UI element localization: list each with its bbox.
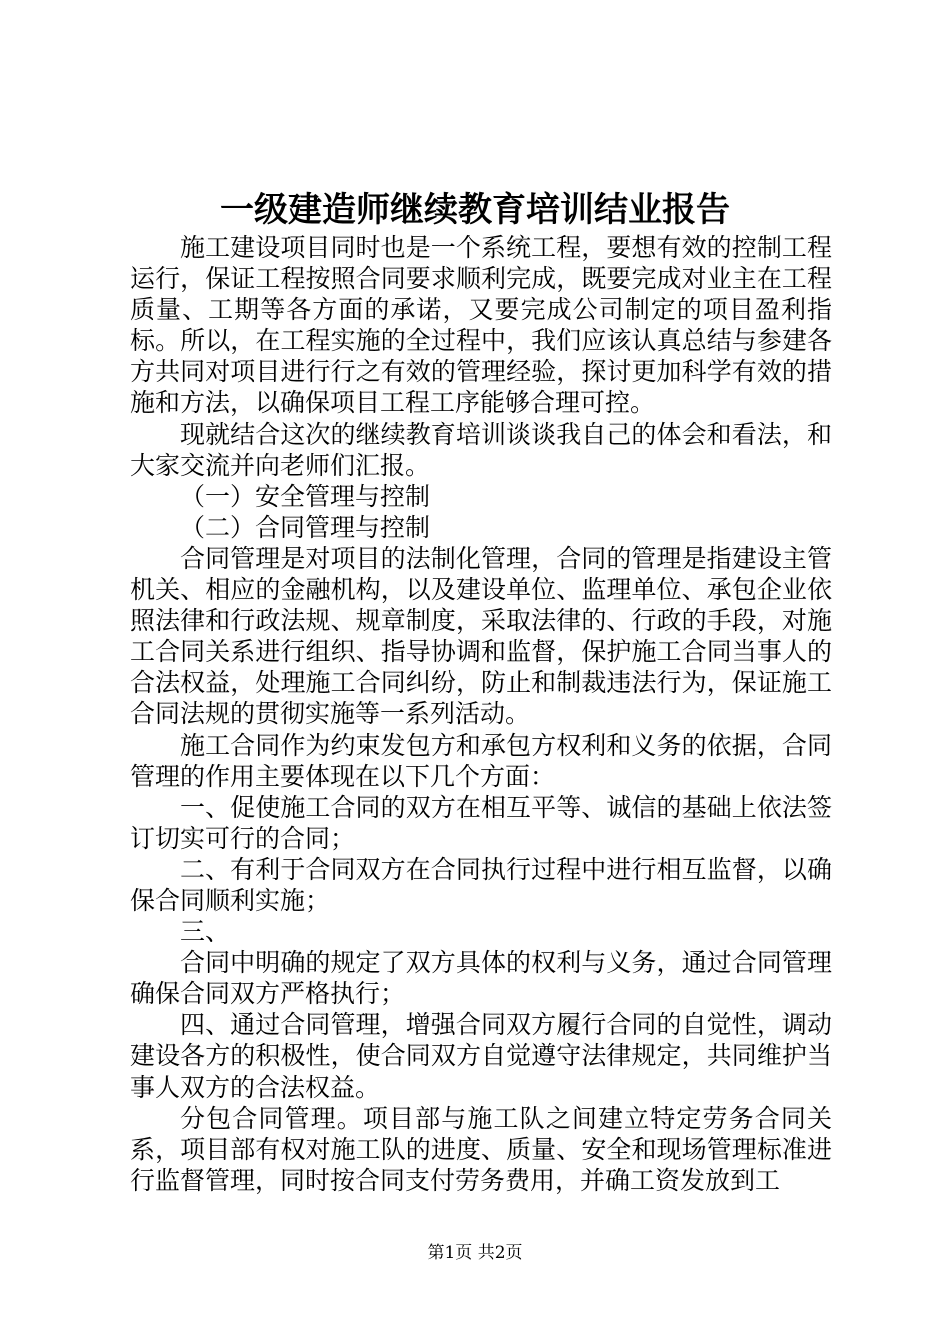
list-item: 四、通过合同管理，增强合同双方履行合同的自觉性，调动建设各方的积极性，使合同双方自觉遵守法律规定，共同维护当事人双方的合法权益。 bbox=[130, 1010, 832, 1102]
paragraph: 分包合同管理。项目部与施工队之间建立特定劳务合同关系，项目部有权对施工队的进度、质量、安全和现场管理标准进行监督管理，同时按合同支付劳务费用，并确工资发放到工 bbox=[130, 1103, 832, 1195]
page-number-footer: 第1页 共2页 bbox=[427, 1243, 523, 1263]
paragraph: 现就结合这次的继续教育培训谈谈我自己的体会和看法，和大家交流并向老师们汇报。 bbox=[130, 419, 832, 480]
paragraph: 合同管理是对项目的法制化管理，合同的管理是指建设主管机关、相应的金融机构，以及建设单位、监理单位、承包企业依照法律和行政法规、规章制度，采取法律的、行政的手段，对施工合同关系进行组织、指导协调和监督，保护施工合同当事人的合法权益，处理施工合同纠纷，防止和制裁违法行为，保证施工合同法规的贯彻实施等一系列活动。 bbox=[130, 543, 832, 729]
list-item: 三、 bbox=[180, 917, 231, 947]
paragraph: 合同中明确的规定了双方具体的权利与义务，通过合同管理确保合同双方严格执行； bbox=[130, 948, 832, 1009]
document-body bbox=[130, 232, 832, 1196]
paragraph: 施工合同作为约束发包方和承包方权利和义务的依据，合同管理的作用主要体现在以下几个方面： bbox=[130, 730, 832, 791]
list-item: 二、有利于合同双方在合同执行过程中进行相互监督，以确保合同顺利实施； bbox=[130, 854, 832, 915]
list-item: 一、促使施工合同的双方在相互平等、诚信的基础上依法签订切实可行的合同； bbox=[130, 792, 832, 853]
section-heading: （二）合同管理与控制 bbox=[180, 512, 431, 542]
section-heading: （一）安全管理与控制 bbox=[180, 481, 431, 511]
paragraph: 施工建设项目同时也是一个系统工程，要想有效的控制工程运行，保证工程按照合同要求顺利完成，既要完成对业主在工程质量、工期等各方面的承诺，又要完成公司制定的项目盈利指标。所以，在工程实施的全过程中，我们应该认真总结与参建各方共同对项目进行行之有效的管理经验，探讨更加科学有效的措施和方法，以确保项目工程工序能够合理可控。 bbox=[130, 233, 832, 418]
document-title: 一级建造师继续教育培训结业报告 bbox=[220, 190, 730, 230]
